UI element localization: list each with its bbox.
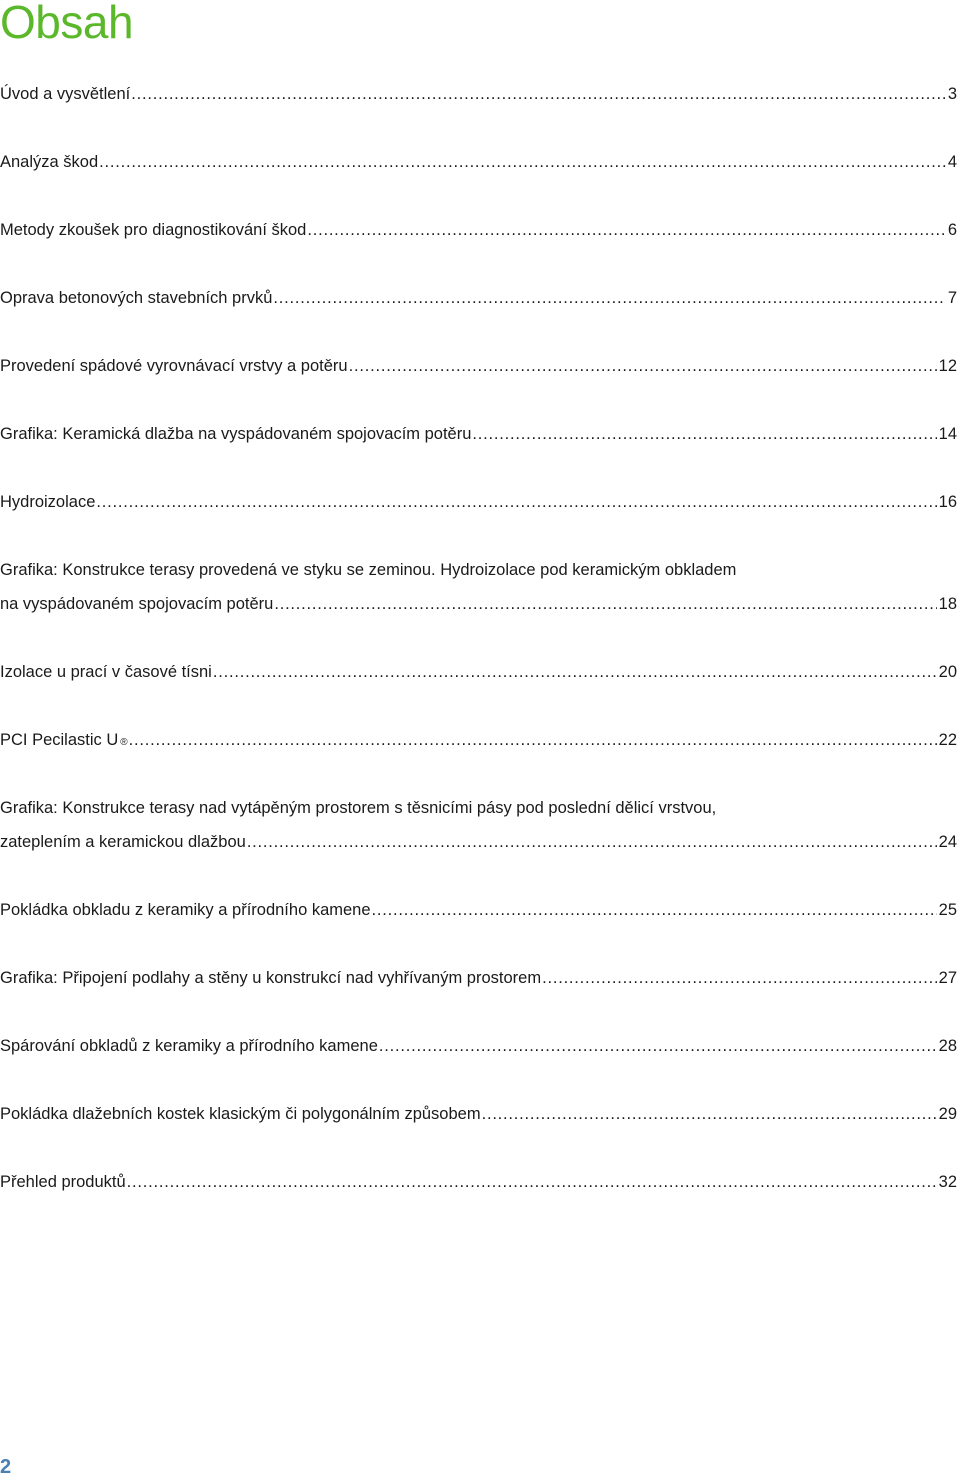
- toc-page-number: 22: [938, 731, 957, 749]
- page-number: 2: [0, 1456, 12, 1478]
- toc-entry-text-line: Grafika: Konstrukce terasy nad vytápěným prostorem s těsnicími pásy pod poslední dělicí vrstvou,: [0, 799, 717, 817]
- toc-entry[interactable]: [0, 417, 960, 451]
- toc-entry-text: Pokládka dlažebních kostek klasickým či polygonálním způsobem: [0, 1105, 481, 1123]
- toc-entry-row: [0, 655, 960, 689]
- toc-entry-text: Oprava betonových stavebních prvků: [0, 289, 273, 307]
- toc-entry-text: Izolace u prací v časové tísni: [0, 663, 212, 681]
- toc-entry[interactable]: [0, 553, 960, 621]
- toc-entry-row: [0, 281, 960, 315]
- toc-entry[interactable]: [0, 961, 960, 995]
- toc-entry-text-line: Grafika: Konstrukce terasy provedená ve styku se zeminou. Hydroizolace pod keramickým obkladem: [0, 561, 737, 579]
- toc-entry-text: Grafika: Připojení podlahy a stěny u konstrukcí nad vyhřívaným prostorem: [0, 969, 542, 987]
- toc-entry-row: [0, 893, 960, 927]
- dot-leader: [213, 655, 937, 689]
- toc-entry-text: Grafika: Keramická dlažba na vyspádovaném spojovacím potěru: [0, 425, 472, 443]
- dot-leader: [273, 281, 945, 315]
- dot-leader: [372, 893, 937, 927]
- toc-entry-row: [0, 349, 960, 383]
- toc-entry[interactable]: [0, 145, 960, 179]
- toc-entry-text: zateplením a keramickou dlažbou: [0, 833, 246, 851]
- toc-entry-row: [0, 145, 960, 179]
- toc-page-number: 7: [947, 289, 957, 307]
- toc-entry[interactable]: [0, 655, 960, 689]
- toc-page-number: 29: [938, 1105, 957, 1123]
- toc-page-number: 3: [947, 85, 957, 103]
- page-title: Obsah: [0, 0, 134, 48]
- toc-page-number: 32: [938, 1173, 957, 1191]
- dot-leader: [127, 1165, 937, 1199]
- toc-entry-row: [0, 723, 960, 757]
- toc-page-number: 28: [938, 1037, 957, 1055]
- toc-entry-text: Analýza škod: [0, 153, 99, 171]
- toc-entry-row: [0, 1165, 960, 1199]
- toc-entry-row: [0, 213, 960, 247]
- toc-entry-text: Pokládka obkladu z keramiky a přírodního kamene: [0, 901, 371, 919]
- toc-entry[interactable]: [0, 723, 960, 757]
- toc-entry[interactable]: [0, 349, 960, 383]
- toc-page-number: 4: [947, 153, 957, 171]
- toc-entry-row: [0, 417, 960, 451]
- toc-entry-text: PCI Pecilastic U: [0, 731, 119, 749]
- toc-entry[interactable]: [0, 893, 960, 927]
- toc-page-number: 12: [938, 357, 957, 375]
- toc-entry-text: Úvod a vysvětlení: [0, 85, 131, 103]
- toc-entry-row: [0, 1029, 960, 1063]
- dot-leader: [482, 1097, 937, 1131]
- toc-page-number: 27: [938, 969, 957, 987]
- dot-leader: [472, 417, 936, 451]
- toc-page-number: 24: [938, 833, 957, 851]
- toc-entry-text: Hydroizolace: [0, 493, 96, 511]
- dot-leader: [247, 825, 937, 859]
- toc-entry-row: [0, 587, 960, 621]
- dot-leader: [96, 485, 936, 519]
- dot-leader: [307, 213, 945, 247]
- toc-entry[interactable]: [0, 213, 960, 247]
- toc-page-number: 20: [938, 663, 957, 681]
- toc-page-number: 25: [938, 901, 957, 919]
- toc-entry-row: [0, 1097, 960, 1131]
- toc-entry[interactable]: [0, 485, 960, 519]
- dot-leader: [379, 1029, 937, 1063]
- toc-entry[interactable]: [0, 281, 960, 315]
- registered-mark: ®: [120, 737, 128, 748]
- toc-entry-text: Spárování obkladů z keramiky a přírodního kamene: [0, 1037, 378, 1055]
- toc-entry[interactable]: [0, 1029, 960, 1063]
- toc-entry[interactable]: [0, 77, 960, 111]
- toc-entry-text: na vyspádovaném spojovacím potěru: [0, 595, 274, 613]
- toc-entry-row: [0, 961, 960, 995]
- toc-entry-text: Přehled produktů: [0, 1173, 126, 1191]
- toc-entry-row: [0, 825, 960, 859]
- toc-entry-row: [0, 485, 960, 519]
- dot-leader: [131, 77, 946, 111]
- toc-entry[interactable]: [0, 791, 960, 859]
- dot-leader: [274, 587, 936, 621]
- toc-page-number: 18: [938, 595, 957, 613]
- toc-entry-text: Provedení spádové vyrovnávací vrstvy a potěru: [0, 357, 348, 375]
- dot-leader: [129, 723, 937, 757]
- toc-entry[interactable]: [0, 1165, 960, 1199]
- dot-leader: [349, 349, 937, 383]
- toc-page-number: 14: [938, 425, 957, 443]
- toc-entry[interactable]: [0, 1097, 960, 1131]
- dot-leader: [542, 961, 937, 995]
- toc-entry-text: Metody zkoušek pro diagnostikování škod: [0, 221, 307, 239]
- toc-page-number: 6: [947, 221, 957, 239]
- dot-leader: [99, 145, 946, 179]
- table-of-contents: [0, 77, 960, 1233]
- toc-entry-row: [0, 77, 960, 111]
- toc-page-number: 16: [938, 493, 957, 511]
